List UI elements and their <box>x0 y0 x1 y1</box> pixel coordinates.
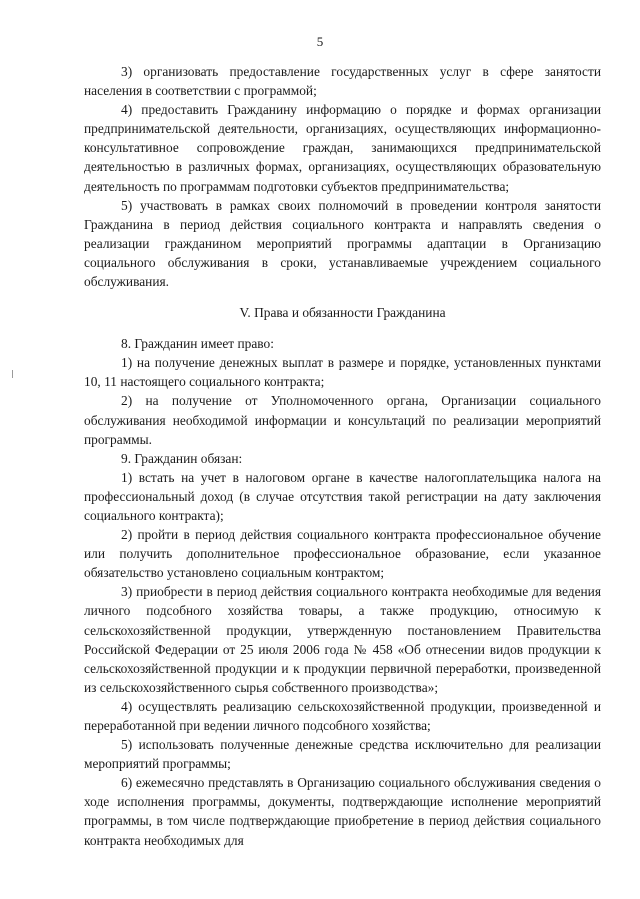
paragraph-item-3-services: 3) организовать предоставление государственных услуг в сфере занятости населения в соответствии с программой; <box>84 64 601 99</box>
paragraph-duties-intro: 9. Гражданин обязан: <box>121 450 243 466</box>
paragraph-rights-intro: 8. Гражданин имеет право: <box>121 336 274 352</box>
paragraph-duty-5: 5) использовать полученные денежные средства исключительно для реализации мероприятий программы; <box>84 737 601 772</box>
paragraph-right-1: 1) на получение денежных выплат в размере и порядке, установленных пунктами 10, 11 настоящего социального контракта; <box>84 355 601 390</box>
section-heading: V. Права и обязанности Гражданина <box>239 305 446 321</box>
paragraph-item-5-control: 5) участвовать в рамках своих полномочий в проведении контроля занятости Гражданина в период действия социального контракта и направлять сведения о реализации гражданином мероприятий программы адаптации в Организацию социального обслуживания в сроки, устанавливаемые учреждением социального обслуживания. <box>84 197 601 290</box>
paragraph-duty-4: 4) осуществлять реализацию сельскохозяйственной продукции, произведенной и переработанной при ведении личного подсобного хозяйства; <box>84 698 601 733</box>
paragraph-duty-2: 2) пройти в период действия социального контракта профессиональное обучение или получить дополнительное профессиональное образование, если указанное обязательство установлено социальным контрактом; <box>84 527 601 581</box>
page-number: 5 <box>316 34 324 49</box>
paragraph-right-2: 2) на получение от Уполномоченного органа, Организации социального обслуживания необходимой информации и консультаций по реализации мероприятий программы. <box>84 393 601 447</box>
paragraph-item-4-information: 4) предоставить Гражданину информацию о порядке и формах организации предпринимательской деятельности, организациях, осуществляющих информационно-консультативное сопровождение граждан, занимающихся предпринимательской деятельностью в различных формах, организациях, осуществляющих образовательную деятельность по программам подготовки субъектов предпринимательства; <box>84 102 601 194</box>
paragraph-duty-1: 1) встать на учет в налоговом органе в качестве налогоплательщика налога на профессиональный доход (в случае отсутствия такой регистрации на дату заключения социального контракта); <box>84 469 601 523</box>
margin-scan-mark <box>12 370 13 378</box>
paragraph-duty-6: 6) ежемесячно представлять в Организацию социального обслуживания сведения о ходе исполнения программы, документы, подтверждающие исполнение мероприятий программы, в том числе подтверждающие приобретение в период действия социального контракта необходимых для <box>84 775 601 848</box>
paragraph-duty-3: 3) приобрести в период действия социального контракта необходимые для ведения личного подсобного хозяйства товары, а также продукцию, относимую к сельскохозяйственной продукции, утвержденную постановлением Правительства Российской Федерации от 25 июля 2006 года № 458 «Об отнесении видов продукции к сельскохозяйственной продукции и к продукции первичной переработки, произведенной из сельскохозяйственного сырья собственного производства»; <box>84 584 601 695</box>
document-body <box>84 62 601 850</box>
